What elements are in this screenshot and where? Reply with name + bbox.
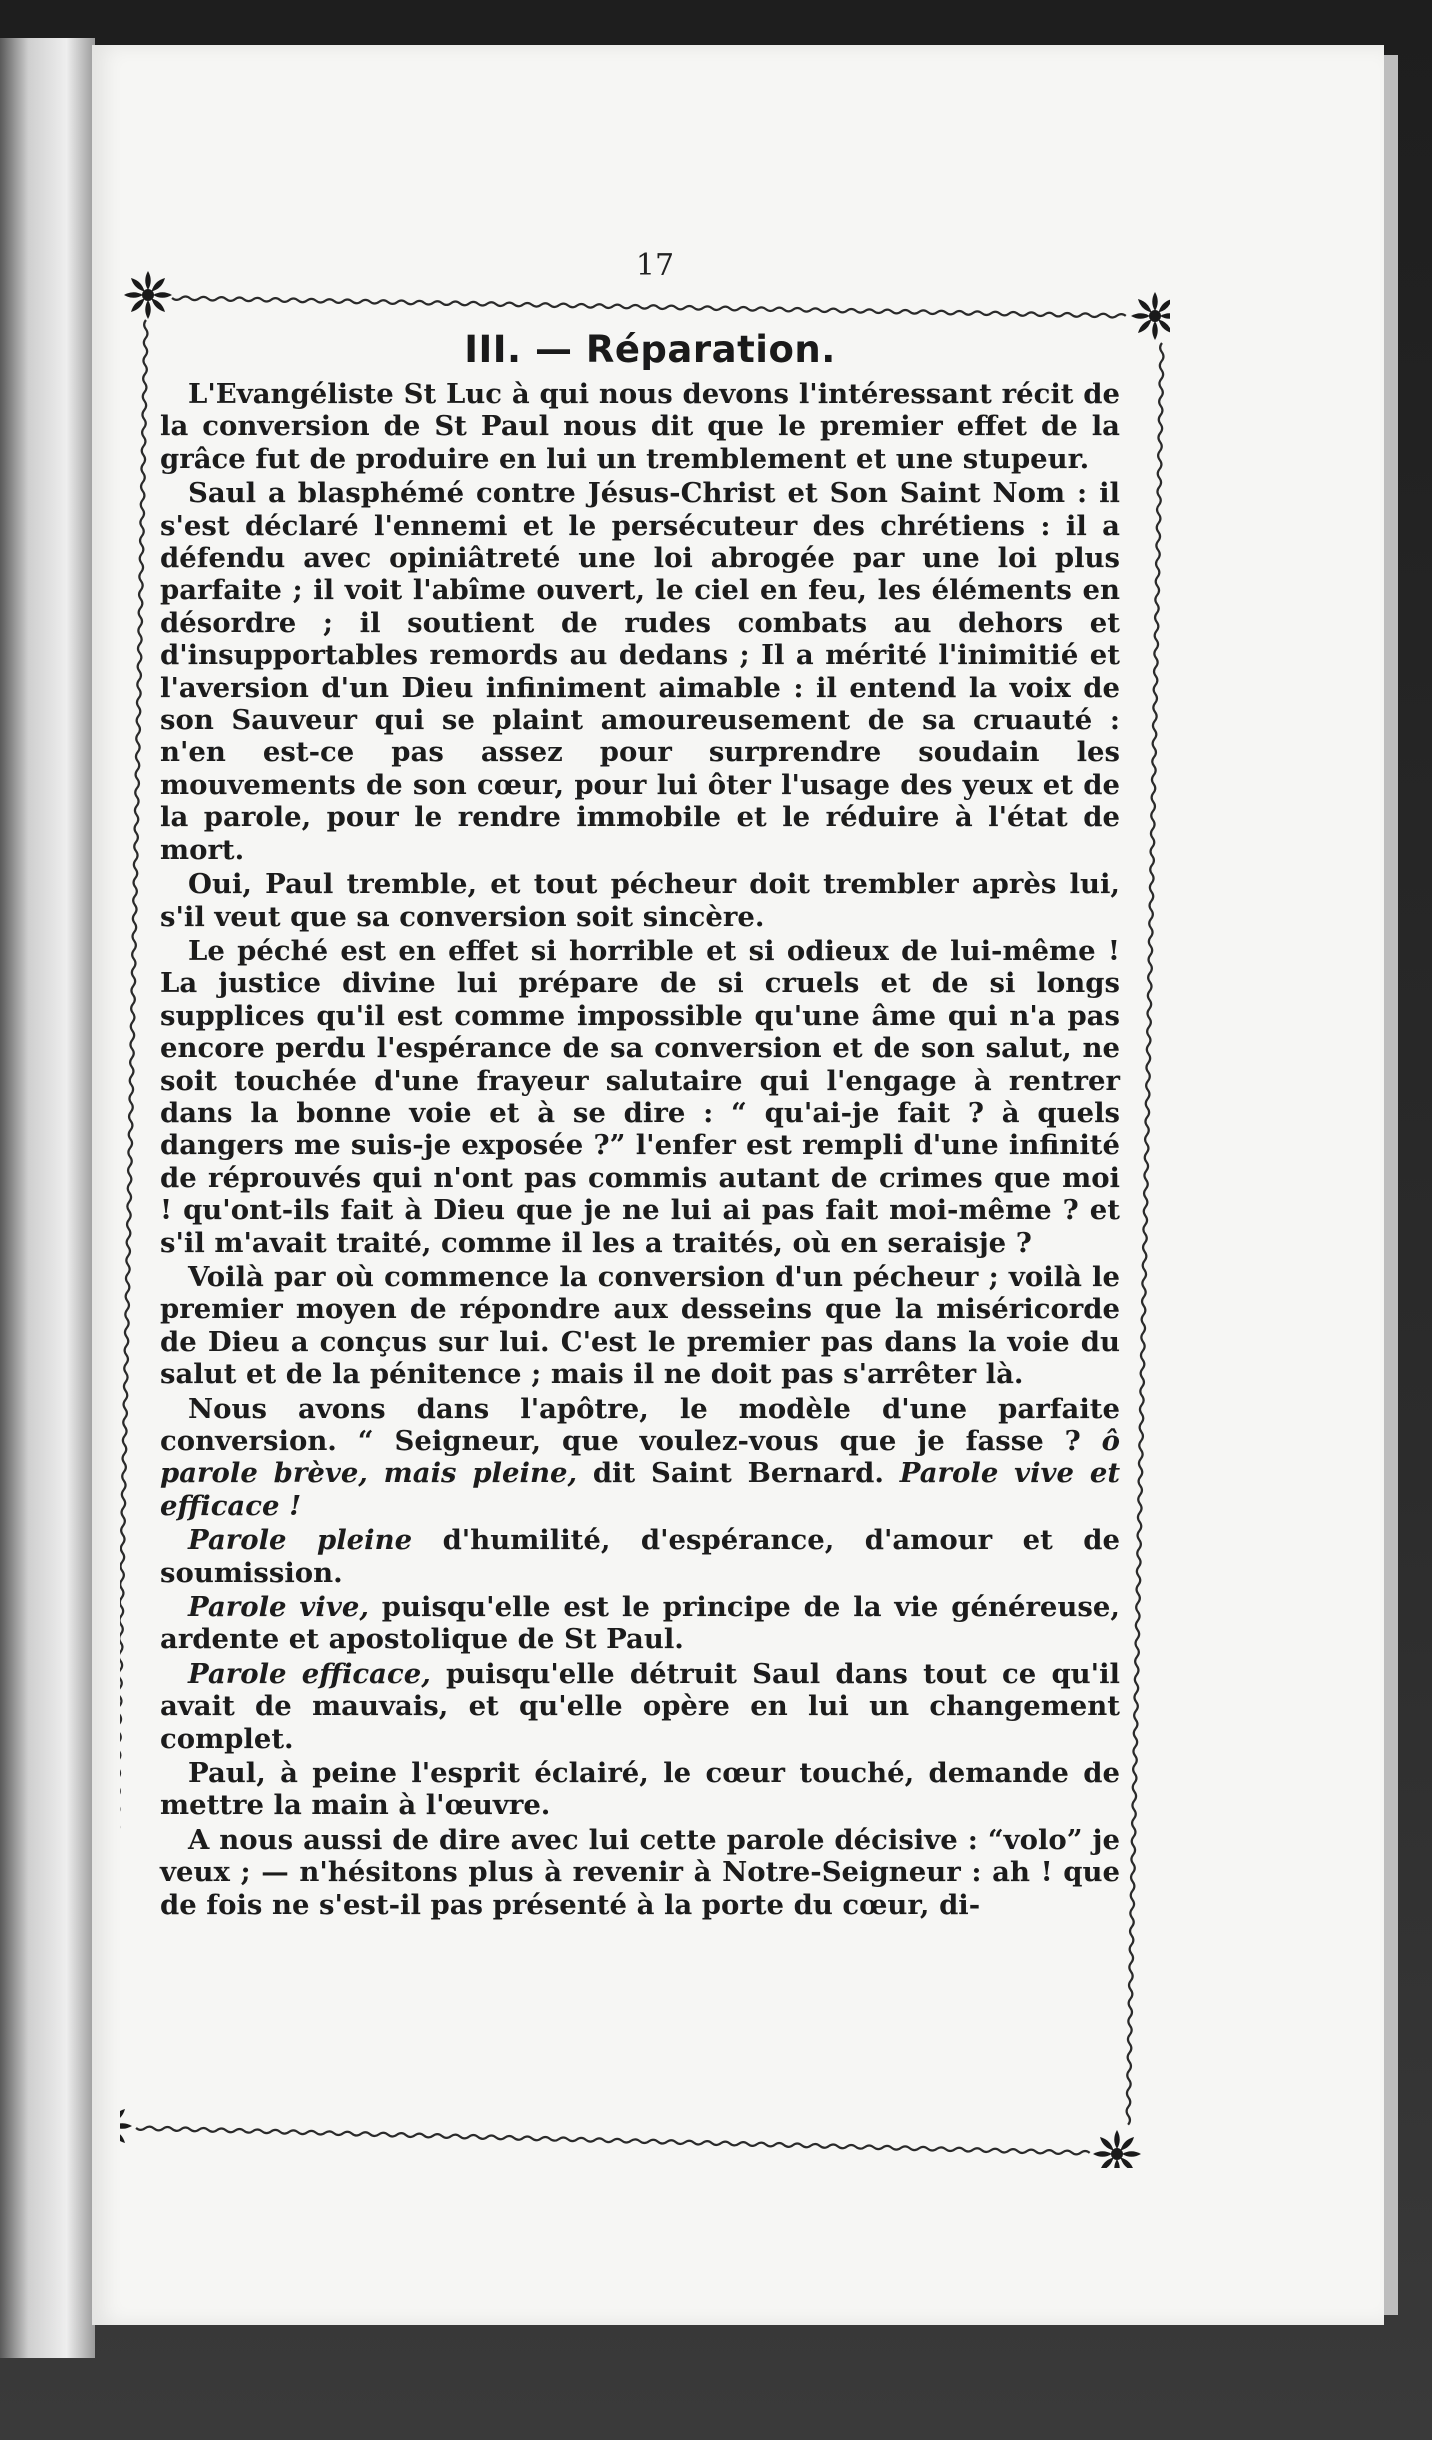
section-title: III. — Réparation. [464, 328, 836, 371]
paragraph-text: puisqu'elle est le principe de la vie généreuse, ardente et apostolique de St Paul. [160, 1591, 1120, 1656]
paragraph-text: A nous aussi de dire avec lui cette parole décisive : “volo” je veux ; — n'hésitons plus à revenir à Notre-Seigneur : ah ! que de fois ne s'est-il pas présenté à la porte du cœur, di- [160, 1823, 1120, 1921]
page-right-edge [1384, 55, 1398, 2315]
italic-text: Parole vive et efficace ! [160, 1457, 1121, 1522]
italic-text: Parole pleine [188, 1524, 413, 1557]
italic-text: Parole efficace, [188, 1657, 431, 1690]
paragraph [160, 1261, 1120, 1391]
flower-ornament-top-left [124, 271, 172, 319]
italic-text: Parole vive, [188, 1591, 369, 1624]
paragraph [160, 378, 1120, 475]
paragraph [160, 1393, 1120, 1523]
paragraph-text: puisqu'elle détruit Saul dans tout ce qu'il avait de mauvais, et qu'elle opère en lui un changement complet. [160, 1657, 1120, 1755]
paragraph [160, 1658, 1120, 1755]
paragraph-text: d'humilité, d'espérance, d'amour et de soumission. [160, 1524, 1121, 1589]
paragraph [160, 868, 1120, 933]
paragraph-text: Voilà par où commence la conversion d'un pécheur ; voilà le premier moyen de répondre aux desseins que la miséricorde de Dieu a conçus sur lui. C'est le premier pas dans la voie du salut et de la pénitence ; mais il ne doit pas s'arrêter là. [160, 1260, 1120, 1391]
paragraph-text: Paul, à peine l'esprit éclairé, le cœur touché, demande de mettre la main à l'œuvre. [160, 1757, 1120, 1822]
page-number: 17 [635, 248, 675, 283]
italic-text: ô parole brève, mais pleine, [160, 1425, 1120, 1490]
paragraph [160, 1524, 1120, 1589]
paragraph-text: Saul a blasphémé contre Jésus-Christ et Son Saint Nom : il s'est déclaré l'ennemi et le persécuteur des chrétiens : il a défendu avec opiniâtreté une loi abrogée par une loi plus parfaite ; il voit l'abîme ouvert, le ciel en feu, les éléments en désordre ; il soutient de rudes combats au dehors et d'insupportables remords au dedans ; Il a mérité l'inimitié et l'aversion d'un Dieu infiniment aimable : il entend la voix de son Sauveur qui se plaint amoureusement de sa cruauté : n'en est-ce pas assez pour surprendre soudain les mouvements de son cœur, pour lui ôter l'usage des yeux et de la parole, pour le rendre immobile et le réduire à l'état de mort. [160, 477, 1120, 866]
paragraph-text: Nous avons dans l'apôtre, le modèle d'une parfaite conversion. “ Seigneur, que voulez-vous que je fasse ? [160, 1392, 1120, 1457]
book-page-edge [0, 38, 95, 2358]
paragraph-text: L'Evangéliste St Luc à qui nous devons l'intéressant récit de la conversion de St Paul nous dit que le premier effet de la grâce fut de produire en lui un tremblement et une stupeur. [160, 378, 1120, 475]
flower-ornament-bottom-left [120, 2102, 132, 2150]
paragraph-text: dit Saint Bernard. [577, 1457, 900, 1490]
paragraph [160, 935, 1120, 1259]
paragraph [160, 1591, 1120, 1656]
body-text [160, 378, 1120, 1923]
paragraph [160, 1824, 1120, 1921]
flower-ornament-bottom-right [1093, 2130, 1141, 2168]
paragraph-text: Oui, Paul tremble, et tout pécheur doit trembler après lui, s'il veut que sa conversion soit sincère. [160, 868, 1120, 933]
paragraph-text: Le péché est en effet si horrible et si odieux de lui-même ! La justice divine lui prépare de si cruels et de si longs supplices qu'il est comme impossible qu'une âme qui n'a pas encore perdu l'espérance de sa conversion et de son salut, ne soit touchée d'une frayeur salutaire qui l'engage à rentrer dans la bonne voie et à se dire : “ qu'ai-je fait ? à quels dangers me suis-je exposée ?” l'enfer est rempli d'une infinité de réprouvés qui n'ont pas commis autant de crimes que moi ! qu'ont-ils fait à Dieu que je ne lui ai pas fait moi-même ? et s'il m'avait traité, comme il les a traités, où en seraisje ? [160, 934, 1120, 1259]
paragraph [160, 1757, 1120, 1822]
paragraph [160, 477, 1120, 866]
flower-ornament-top-right [1131, 292, 1170, 340]
